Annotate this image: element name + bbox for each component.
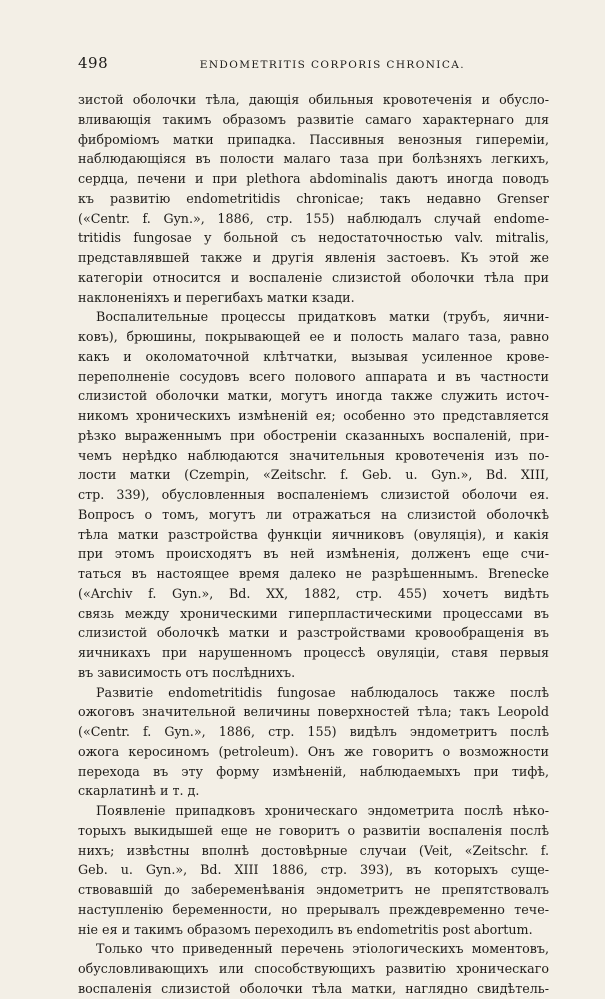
text-line: Только что приведенный перечень этіологическихъ моментовъ, [96,941,549,957]
text-line: при этомъ происходятъ въ ней измѣненія, долженъ еще счи- [78,546,549,562]
text-line: къ развитію endometritidis chronicae; такъ недавно Grenser [78,190,549,206]
text-line: («Centr. f. Gyn.», 1886, стр. 155) наблюдалъ случай endome- [78,210,549,226]
text-line: наступленію беременности, но прерывалъ преждевременно тече- [78,901,549,917]
text-line: наблюдающіяся въ полости малаго таза при болѣзняхъ легкихъ, [78,151,549,167]
text-line: Вопросъ о томъ, могутъ ли отражаться на слизистой оболочкѣ [78,506,549,522]
text-line: обусловливающихъ или способствующихъ развитію хроническаго [78,961,549,976]
text-line: категоріи относится и воспаленіе слизистой оболочки тѣла при [78,269,549,285]
text-line: слизистой оболочкѣ матки и разстройствами кровообращенія въ [78,625,549,641]
text-line: связь между хроническими гиперпластическими процессами въ [78,605,549,621]
text-line: нихъ; извѣстны вполнѣ достовѣрные случаи (Veit, «Zeitschr. f. [78,842,549,858]
text-line: стр. 339), обусловленныя воспаленіемъ слизистой оболочи ея. [78,487,549,502]
text-line: какъ и околоматочной клѣтчатки, вызывая усиленное крове- [78,348,549,364]
text-line: вливающія такимъ образомъ развитіе самаго характернаго для [78,111,549,127]
text-line: яичникахъ при нарушенномъ процессѣ овуляціи, ставя первыя [78,645,549,660]
text-line: ожоговъ значительной величины поверхностей тѣла; такъ Leopold [78,704,549,720]
text-line: фиброміомъ матки припадка. Пассивныя венозныя гипереміи, [78,131,549,147]
text-line: ковъ), брюшины, покрывающей ее и полость малаго таза, равно [78,329,549,344]
text-line: торыхъ выкидышей еще не говоритъ о развитіи воспаленія послѣ [78,822,549,838]
text-line: чемъ нерѣдко наблюдаются значительныя кровотеченія изъ по- [78,447,549,463]
text-line: таться въ настоящее время далеко не разрѣшеннымъ. Brenecke [78,566,549,581]
text-line: въ зависимость отъ послѣднихъ. [78,664,296,680]
text-line: («Centr. f. Gyn.», 1886, стр. 155) видѣлъ эндометритъ послѣ [78,724,549,739]
text-line: представлявшей также и другія явленія застоевъ. Къ этой же [78,250,549,265]
text-line: рѣзко выраженнымъ при обостреніи сказанныхъ воспаленій, при- [78,427,549,443]
text-line: («Archiv f. Gyn.», Bd. XX, 1882, стр. 455) хочетъ видѣть [78,585,549,601]
text-line: тѣла матки разстройства функціи яичниковъ (овуляція), и какія [78,526,549,542]
text-line: перехода въ эту форму измѣненій, наблюдаемыхъ при тифѣ, [78,763,549,779]
text-line: Развитіе endometritidis fungosae наблюдалось также послѣ [96,684,549,700]
text-line: слизистой оболочки матки, могутъ иногда также служить источ- [78,388,549,404]
text-line: зистой оболочки тѣла, дающія обильныя кровотеченія и обусло- [78,92,549,107]
running-title: ENDOMETRITIS CORPORIS CHRONICA. [199,59,465,71]
text-line: лости матки (Czempin, «Zeitschr. f. Geb. u. Gyn.», Bd. XIII, [78,467,549,483]
text-line: ствовавшій до забеременѣванія эндометритъ не препятствовалъ [78,882,549,897]
page-header [78,54,549,76]
text-line: скарлатинѣ и т. д. [78,783,200,799]
text-line: никомъ хроническихъ измѣненій ея; особенно это представляется [78,408,549,423]
text-line: tritidis fungosae у больной съ недостаточностью valv. mitralis, [78,230,549,246]
page-number: 498 [78,54,109,72]
text-line: ніе ея и такимъ образомъ переходилъ въ endometritis post abortum. [78,921,533,937]
text-line: Появленіе припадковъ хроническаго эндометрита послѣ нѣко- [96,803,549,818]
text-line: ожога керосиномъ (petroleum). Онъ же говоритъ о возможности [78,743,549,759]
body-text [78,90,549,999]
text-line: переполненіе сосудовъ всего полового аппарата и въ частности [78,368,549,384]
text-line: Воспалительные процессы придатковъ матки (трубъ, яични- [96,309,549,325]
text-line: наклоненіяхъ и перегибахъ матки кзади. [78,289,355,305]
text-line: Geb. u. Gyn.», Bd. XIII 1886, стр. 393), въ которыхъ суще- [78,862,549,878]
text-line: воспаленія слизистой оболочки тѣла матки, наглядно свидѣтель- [78,980,549,996]
text-line: сердца, печени и при plethora abdominalis даютъ иногда поводъ [78,171,549,186]
